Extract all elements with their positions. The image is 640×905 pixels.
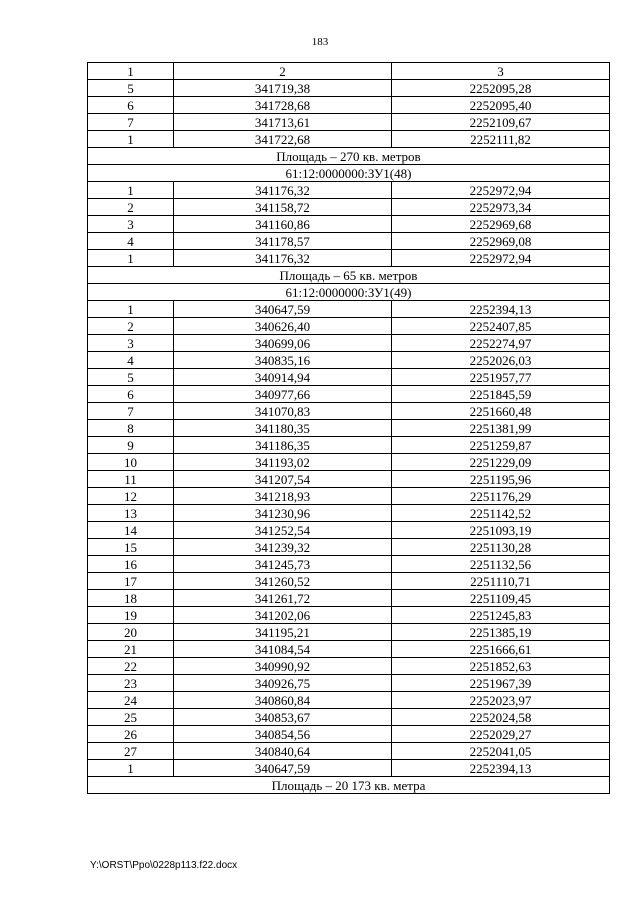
section-label: 61:12:0000000:ЗУ1(49) [88, 284, 610, 301]
section-label: 61:12:0000000:ЗУ1(48) [88, 165, 610, 182]
coordinate-y: 2251132,56 [392, 556, 610, 573]
point-number: 1 [88, 301, 174, 318]
point-number: 5 [88, 80, 174, 97]
coordinate-x: 341176,32 [174, 250, 392, 267]
coordinate-x: 341218,93 [174, 488, 392, 505]
coordinate-x: 340853,67 [174, 709, 392, 726]
coordinate-x: 341245,73 [174, 556, 392, 573]
coordinate-x: 340914,94 [174, 369, 392, 386]
coordinate-y: 2251110,71 [392, 573, 610, 590]
coordinate-x: 340699,06 [174, 335, 392, 352]
coordinate-y: 2251176,29 [392, 488, 610, 505]
coordinates-table [87, 62, 610, 794]
coordinate-x: 341158,72 [174, 199, 392, 216]
table-row [88, 318, 610, 335]
point-number: 24 [88, 692, 174, 709]
column-header: 1 [88, 63, 174, 80]
table-row [88, 573, 610, 590]
table-row [88, 692, 610, 709]
section-label-row [88, 148, 610, 165]
table-row [88, 556, 610, 573]
coordinate-x: 341230,96 [174, 505, 392, 522]
point-number: 2 [88, 199, 174, 216]
coordinate-x: 341239,32 [174, 539, 392, 556]
point-number: 21 [88, 641, 174, 658]
coordinate-x: 341186,35 [174, 437, 392, 454]
table-row [88, 301, 610, 318]
table-row [88, 352, 610, 369]
coordinate-y: 2252029,27 [392, 726, 610, 743]
coordinate-x: 340854,56 [174, 726, 392, 743]
table-row [88, 743, 610, 760]
coordinate-y: 2252394,13 [392, 760, 610, 777]
coordinate-y: 2252969,68 [392, 216, 610, 233]
coordinate-y: 2251385,19 [392, 624, 610, 641]
table-row [88, 726, 610, 743]
table-row [88, 658, 610, 675]
coordinate-x: 341084,54 [174, 641, 392, 658]
coordinate-y: 2251142,52 [392, 505, 610, 522]
point-number: 4 [88, 352, 174, 369]
table-row [88, 80, 610, 97]
table-row [88, 675, 610, 692]
table-row [88, 386, 610, 403]
coordinate-x: 341160,86 [174, 216, 392, 233]
point-number: 14 [88, 522, 174, 539]
coordinate-x: 340977,66 [174, 386, 392, 403]
table-row [88, 233, 610, 250]
section-label: Площадь – 20 173 кв. метра [88, 777, 610, 794]
section-label-row [88, 777, 610, 794]
coordinate-x: 341719,38 [174, 80, 392, 97]
coordinate-x: 341193,02 [174, 454, 392, 471]
table-row [88, 403, 610, 420]
coordinate-y: 2251130,28 [392, 539, 610, 556]
table-row [88, 607, 610, 624]
coordinate-y: 2251666,61 [392, 641, 610, 658]
section-label: Площадь – 65 кв. метров [88, 267, 610, 284]
coordinate-x: 340926,75 [174, 675, 392, 692]
section-label-row [88, 165, 610, 182]
column-header: 2 [174, 63, 392, 80]
point-number: 20 [88, 624, 174, 641]
coordinate-x: 340990,92 [174, 658, 392, 675]
table-row [88, 488, 610, 505]
page-number: 183 [311, 36, 329, 48]
table-row [88, 641, 610, 658]
point-number: 3 [88, 335, 174, 352]
coordinate-y: 2252109,67 [392, 114, 610, 131]
coordinate-y: 2252023,97 [392, 692, 610, 709]
point-number: 3 [88, 216, 174, 233]
coordinate-x: 340647,59 [174, 301, 392, 318]
table-row [88, 454, 610, 471]
point-number: 23 [88, 675, 174, 692]
coordinate-x: 341180,35 [174, 420, 392, 437]
section-label-row [88, 267, 610, 284]
point-number: 19 [88, 607, 174, 624]
coordinate-y: 2252274,97 [392, 335, 610, 352]
point-number: 6 [88, 97, 174, 114]
table-row [88, 760, 610, 777]
coordinate-x: 341176,32 [174, 182, 392, 199]
coordinates-table-body [88, 63, 610, 794]
point-number: 6 [88, 386, 174, 403]
footer-file-path: Y:\ORST\Ppo\0228p113.f22.docx [90, 860, 238, 871]
table-row [88, 709, 610, 726]
coordinate-y: 2252026,03 [392, 352, 610, 369]
point-number: 25 [88, 709, 174, 726]
point-number: 16 [88, 556, 174, 573]
header-row [88, 63, 610, 80]
table-row [88, 182, 610, 199]
coordinate-y: 2252095,28 [392, 80, 610, 97]
coordinate-y: 2251259,87 [392, 437, 610, 454]
point-number: 18 [88, 590, 174, 607]
table-row [88, 97, 610, 114]
coordinate-x: 341252,54 [174, 522, 392, 539]
coordinate-x: 341202,06 [174, 607, 392, 624]
column-header: 3 [392, 63, 610, 80]
point-number: 4 [88, 233, 174, 250]
table-row [88, 437, 610, 454]
coordinate-y: 2252041,05 [392, 743, 610, 760]
section-label-row [88, 284, 610, 301]
point-number: 12 [88, 488, 174, 505]
coordinate-y: 2252024,58 [392, 709, 610, 726]
coordinate-x: 341261,72 [174, 590, 392, 607]
coordinate-y: 2251967,39 [392, 675, 610, 692]
point-number: 7 [88, 114, 174, 131]
coordinate-x: 341207,54 [174, 471, 392, 488]
coordinate-y: 2251381,99 [392, 420, 610, 437]
point-number: 1 [88, 182, 174, 199]
point-number: 7 [88, 403, 174, 420]
point-number: 2 [88, 318, 174, 335]
point-number: 1 [88, 131, 174, 148]
coordinate-x: 341728,68 [174, 97, 392, 114]
point-number: 22 [88, 658, 174, 675]
coordinate-x: 340647,59 [174, 760, 392, 777]
point-number: 5 [88, 369, 174, 386]
table-row [88, 539, 610, 556]
coordinate-x: 341722,68 [174, 131, 392, 148]
coordinate-y: 2251093,19 [392, 522, 610, 539]
coordinate-y: 2252407,85 [392, 318, 610, 335]
coordinate-y: 2251229,09 [392, 454, 610, 471]
coordinate-x: 341195,21 [174, 624, 392, 641]
table-row [88, 114, 610, 131]
coordinate-y: 2251109,45 [392, 590, 610, 607]
coordinate-y: 2252972,94 [392, 182, 610, 199]
coordinate-y: 2251845,59 [392, 386, 610, 403]
coordinate-y: 2251957,77 [392, 369, 610, 386]
table-row [88, 250, 610, 267]
coordinate-y: 2251195,96 [392, 471, 610, 488]
coordinate-y: 2251660,48 [392, 403, 610, 420]
table-row [88, 505, 610, 522]
coordinate-x: 341178,57 [174, 233, 392, 250]
coordinate-y: 2252973,34 [392, 199, 610, 216]
coordinate-y: 2252969,08 [392, 233, 610, 250]
point-number: 10 [88, 454, 174, 471]
coordinate-y: 2251852,63 [392, 658, 610, 675]
table-row [88, 590, 610, 607]
point-number: 9 [88, 437, 174, 454]
coordinate-y: 2252111,82 [392, 131, 610, 148]
point-number: 17 [88, 573, 174, 590]
section-label: Площадь – 270 кв. метров [88, 148, 610, 165]
table-row [88, 420, 610, 437]
point-number: 11 [88, 471, 174, 488]
table-row [88, 471, 610, 488]
coordinate-x: 340626,40 [174, 318, 392, 335]
coordinate-x: 340860,84 [174, 692, 392, 709]
coordinate-y: 2252394,13 [392, 301, 610, 318]
table-row [88, 335, 610, 352]
table-row [88, 216, 610, 233]
coordinate-y: 2252095,40 [392, 97, 610, 114]
point-number: 1 [88, 250, 174, 267]
table-row [88, 522, 610, 539]
point-number: 15 [88, 539, 174, 556]
point-number: 8 [88, 420, 174, 437]
coordinate-x: 341713,61 [174, 114, 392, 131]
coordinate-x: 341260,52 [174, 573, 392, 590]
point-number: 26 [88, 726, 174, 743]
table-row [88, 199, 610, 216]
coordinate-y: 2252972,94 [392, 250, 610, 267]
coordinate-y: 2251245,83 [392, 607, 610, 624]
point-number: 13 [88, 505, 174, 522]
table-row [88, 369, 610, 386]
coordinate-x: 341070,83 [174, 403, 392, 420]
coordinate-x: 340840,64 [174, 743, 392, 760]
coordinate-x: 340835,16 [174, 352, 392, 369]
point-number: 27 [88, 743, 174, 760]
point-number: 1 [88, 760, 174, 777]
table-row [88, 131, 610, 148]
table-row [88, 624, 610, 641]
